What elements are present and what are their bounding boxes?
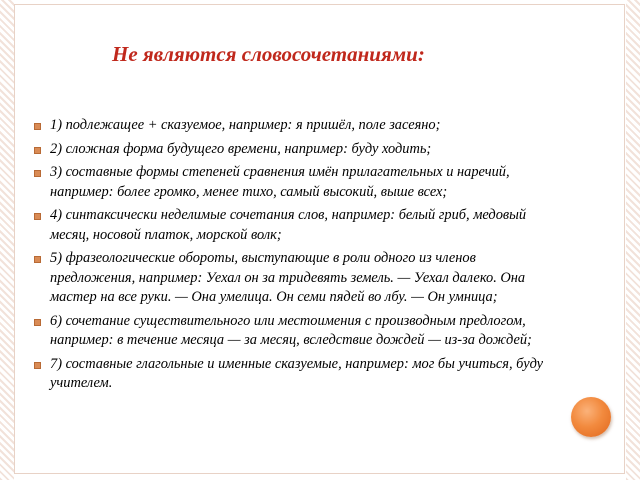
bullet-icon — [34, 123, 41, 130]
bullet-icon — [34, 319, 41, 326]
bullet-icon — [34, 213, 41, 220]
list-item-text: 3) составные формы степеней сравнения имён прилагательных и наречий, например: более громко, менее тихо, самый высокий, выше всех; — [50, 164, 510, 200]
left-stripe-border — [0, 0, 14, 480]
list-item — [34, 116, 554, 136]
list-item — [34, 140, 554, 160]
bullet-icon — [34, 256, 41, 263]
list-item — [34, 249, 554, 308]
list-item-text: 6) сочетание существительного или местоимения с производным предлогом, например: в течение месяца — за месяц, вследствие дождей — из-за дождей; — [50, 312, 532, 348]
list-item — [34, 206, 554, 245]
list-item-text: 7) составные глагольные и именные сказуемые, например: мог бы учиться, буду учителем. — [50, 355, 544, 391]
list-item — [34, 355, 554, 394]
bullet-list — [34, 116, 554, 398]
bullet-icon — [34, 147, 41, 154]
list-item-text: 2) сложная форма будущего времени, например: буду ходить; — [50, 140, 432, 157]
bullet-icon — [34, 362, 41, 369]
list-item — [34, 312, 554, 351]
slide-title: Не являются словосочетаниями: — [112, 42, 425, 66]
list-item-text: 4) синтаксически неделимые сочетания слов, например: белый гриб, медовый месяц, носовой платок, морской волк; — [50, 207, 527, 243]
list-item — [34, 163, 554, 202]
decorative-orb-icon — [571, 397, 611, 437]
list-item-text: 5) фразеологические обороты, выступающие в роли одного из членов предложения, например: Уехал он за тридевять земель. — Уехал далеко. Она мастер на все руки. — Она умелица. Он семи пядей во лбу. — Он умница; — [50, 250, 526, 305]
list-item-text: 1) подлежащее + сказуемое, например: я пришёл, поле засеяно; — [50, 117, 441, 133]
right-stripe-border — [626, 0, 640, 480]
bullet-icon — [34, 170, 41, 177]
